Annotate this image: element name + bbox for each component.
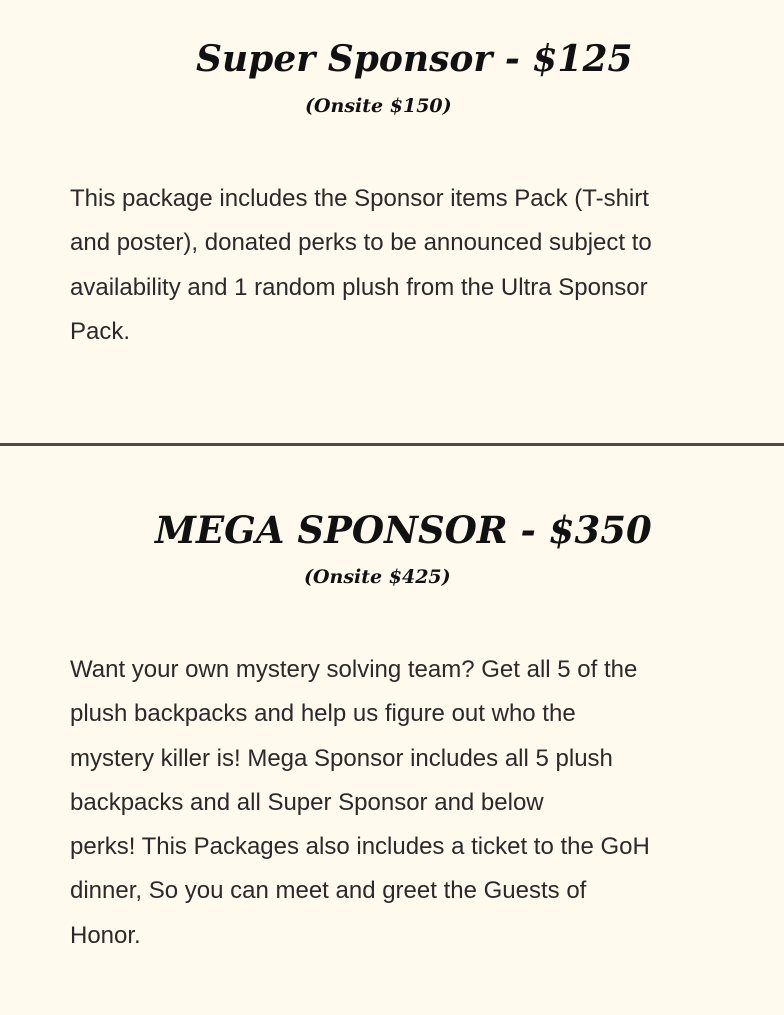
description-line: plush backpacks and help us figure out who the (70, 700, 576, 728)
super-sponsor-onsite-price: (Onsite $150) (305, 95, 452, 117)
section-divider (0, 443, 784, 446)
description-line: backpacks and all Super Sponsor and below (70, 788, 544, 816)
description-line: and poster), donated perks to be announced subject to (70, 229, 652, 257)
description-line: Pack. (70, 317, 131, 345)
mega-sponsor-onsite-price: (Onsite $425) (304, 566, 451, 588)
description-line: mystery killer is! Mega Sponsor includes all 5 plush (70, 744, 613, 772)
description-line: perks! This Packages also includes a ticket to the GoH (70, 833, 650, 861)
description-line: Want your own mystery solving team? Get all 5 of the (70, 656, 638, 683)
description-line: dinner, So you can meet and greet the Guests of (70, 877, 587, 905)
mega-sponsor-title: MEGA SPONSOR - $350 (155, 508, 652, 552)
description-line: availability and 1 random plush from the Ultra Sponsor (70, 273, 648, 301)
super-sponsor-title: Super Sponsor - $125 (196, 38, 633, 80)
super-sponsor-description (70, 177, 730, 354)
description-line: This package includes the Sponsor items Pack (T-shirt (70, 185, 649, 212)
description-line: Honor. (70, 921, 141, 949)
mega-sponsor-description (70, 648, 730, 958)
